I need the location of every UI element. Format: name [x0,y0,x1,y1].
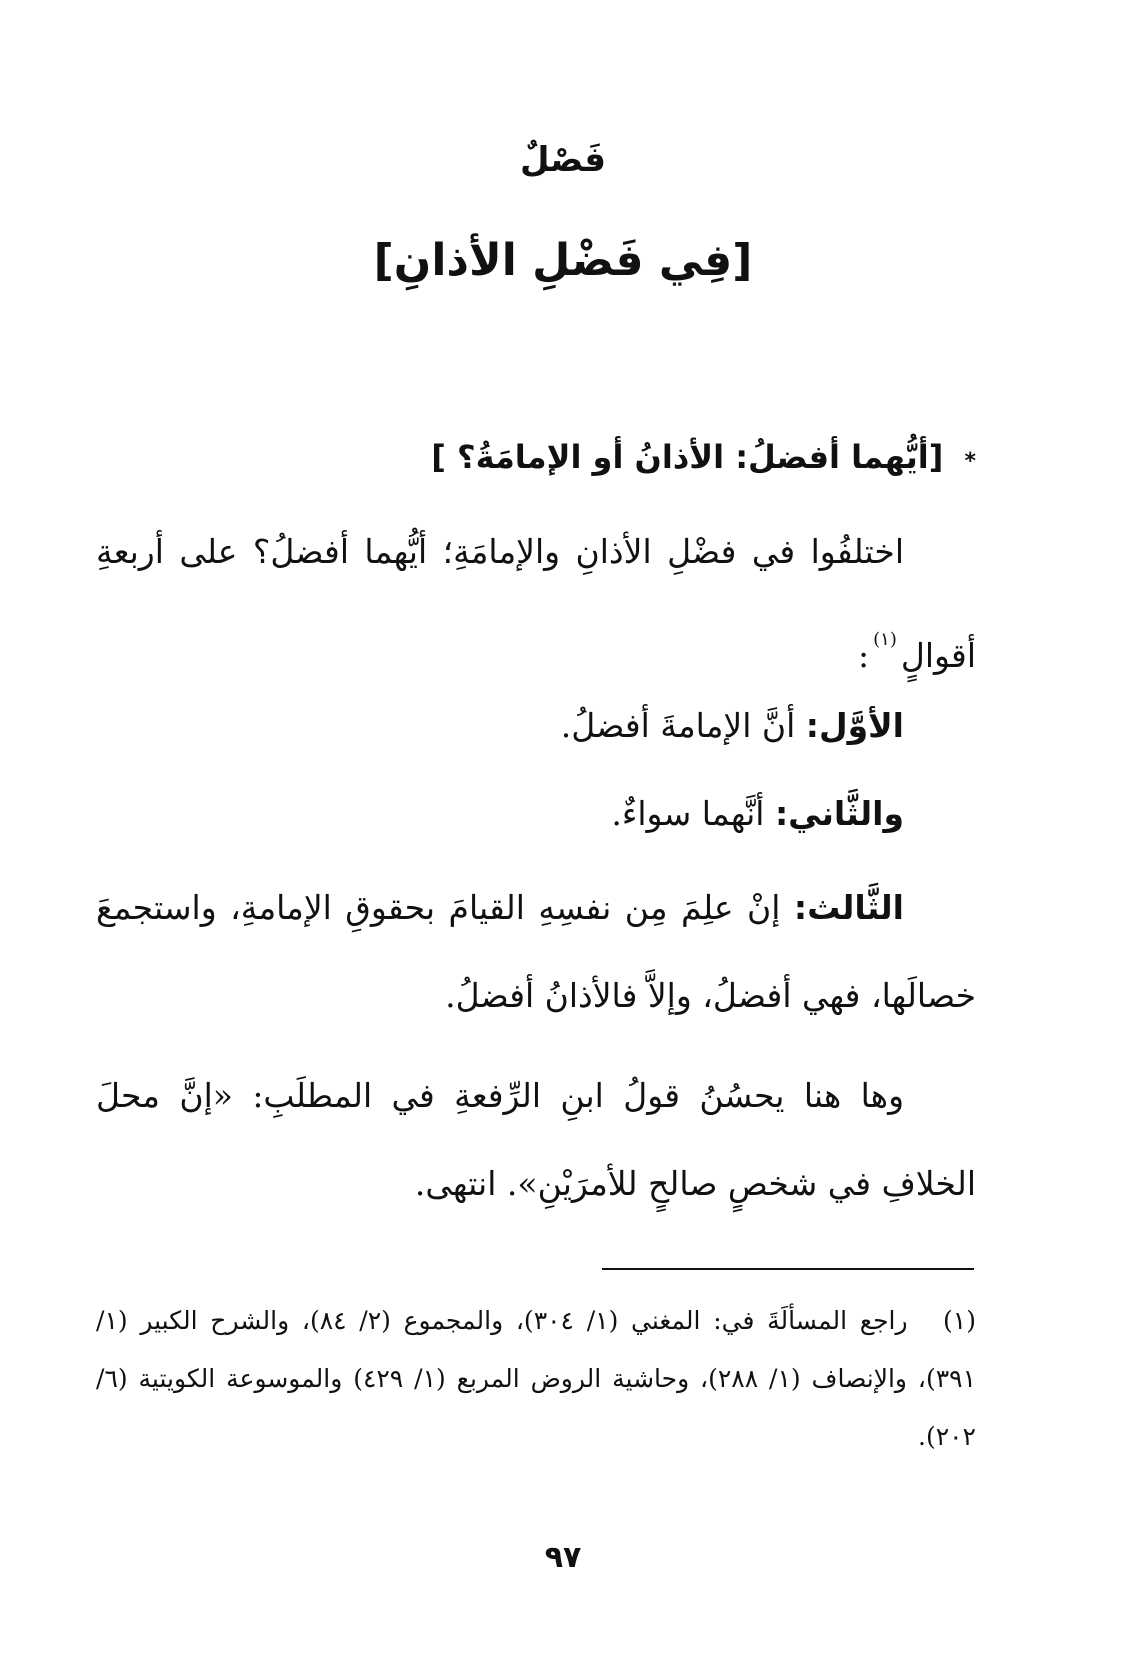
third-opinion-label: الثَّالث: [793,888,904,927]
first-opinion-text: أنَّ الإمامةَ أفضلُ. [560,706,796,745]
quote-text: وها هنا يحسُنُ قولُ ابنِ الرِّفعةِ في المطلَبِ: «إنَّ محلَ الخلافِ في شخصٍ صالحٍ للأمرَيْنِ». انتهى. [96,1076,976,1203]
third-opinion [96,864,976,1040]
footnote-number: (١) [943,1306,976,1335]
footnote-divider [602,1268,974,1270]
second-opinion-label: والثَّاني: [774,794,904,833]
footnote-reference: (١) [873,629,897,650]
second-opinion [611,794,904,833]
chapter-label: فَصْلٌ [519,140,607,180]
first-opinion-label: الأوَّل: [805,706,904,745]
third-opinion-text: إنْ علِمَ مِن نفسِهِ القيامَ بحقوقِ الإمامةِ، واستجمعَ خصالَها، فهي أفضلُ، وإلاَّ فالأذانُ أفضلُ. [96,888,976,1015]
second-opinion-text: أنَّهما سواءٌ. [611,794,765,833]
page-number: ٩٧ [544,1540,582,1575]
footnote-1 [96,1292,976,1466]
intro-text: اختلفُوا في فضْلِ الأذانِ والإمامَةِ؛ أيُّهما أفضلُ؟ على أربعةِ أقوالٍ [96,532,976,675]
first-opinion [561,706,904,745]
intro-paragraph [96,508,976,700]
chapter-title: [فِي فَضْلِ الأذانِ] [373,235,753,286]
intro-tail: : [858,636,870,675]
footnote-text: راجع المسألَةَ في: المغني (١/ ٣٠٤)، والمجموع (٢/ ٨٤)، والشرح الكبير (١/ ٣٩١)، والإنصاف (١/ ٢٨٨)، وحاشية الروض المربع (١/ ٤٢٩) والموسوعة الكويتية (٦/ ٢٠٢). [96,1306,977,1451]
section-heading-text: [أيُّهما أفضلُ: الأذانُ أو الإمامَةُ؟ ] [431,438,944,476]
quote-paragraph [96,1052,976,1228]
bullet-icon: * [964,449,976,474]
section-heading [431,438,976,476]
